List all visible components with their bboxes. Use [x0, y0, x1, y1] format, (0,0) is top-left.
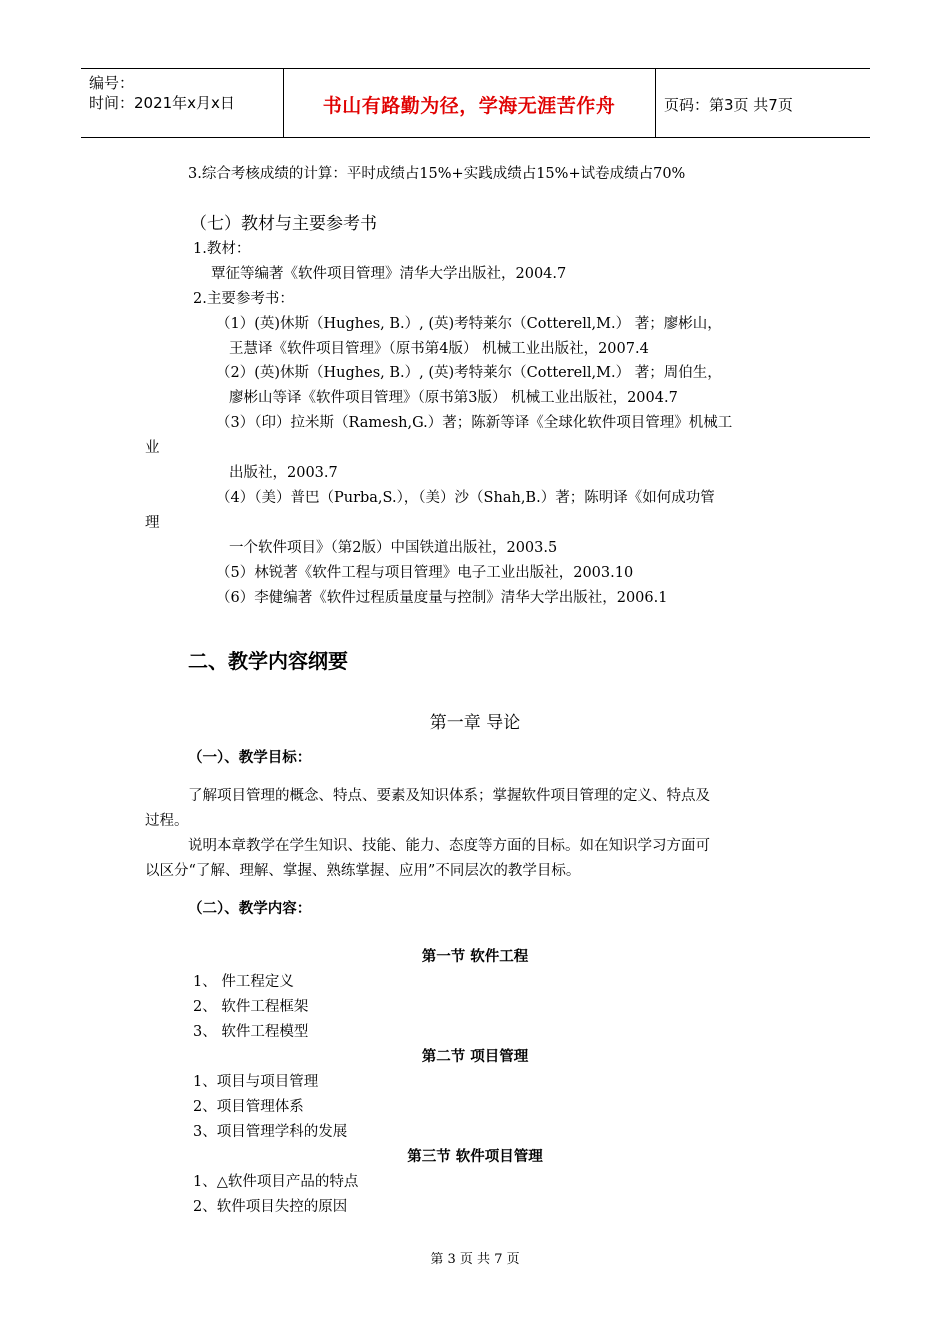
reference-line: 出版社，2003.7 — [229, 465, 338, 481]
section-title: 第二节 项目管理 — [421, 1049, 529, 1065]
textbooks-heading: （七）教材与主要参考书 — [190, 214, 377, 234]
list-item: 2、软件项目失控的原因 — [193, 1199, 348, 1215]
goals-paragraph-line: 了解项目管理的概念、特点、要素及知识体系；掌握软件项目管理的定义、特点及 — [188, 788, 710, 804]
reference-line: 理 — [145, 515, 160, 531]
goals-paragraph-line: 以区分“了解、理解、掌握、熟练掌握、应用”不同层次的教学目标。 — [145, 863, 581, 879]
section-title: 第一节 软件工程 — [421, 949, 529, 965]
list-item: 1、项目与项目管理 — [193, 1074, 319, 1090]
document-number-label: 编号： — [89, 74, 135, 92]
document-time-label: 时间：2021年x月x日 — [89, 94, 235, 112]
reference-line: （4）（美）普巴（Purba,S.），（美）沙（Shah,B.）著；陈明译《如何成功管 — [216, 490, 715, 506]
content-heading: （二）、教学内容： — [188, 901, 312, 917]
list-item: 2、项目管理体系 — [193, 1099, 304, 1115]
reference-line: 一个软件项目》（第2版）中国铁道出版社，2003.5 — [229, 540, 558, 556]
goals-paragraph-line: 过程。 — [145, 813, 189, 829]
list-item: 1、△软件项目产品的特点 — [193, 1174, 359, 1190]
reference-line: （6）李健编著《软件过程质量度量与控制》清华大学出版社，2006.1 — [216, 590, 668, 606]
reference-line: 王慧译《软件项目管理》（原书第4版） 机械工业出版社，2007.4 — [229, 341, 649, 357]
section-heading: 二、教学内容纲要 — [188, 649, 348, 673]
section-title: 第三节 软件项目管理 — [407, 1149, 543, 1165]
list-item: 3、项目管理学科的发展 — [193, 1124, 348, 1140]
page-footer: 第 3 页 共 7 页 — [430, 1252, 520, 1267]
list-item: 2、 软件工程框架 — [193, 999, 309, 1015]
reference-line: （2）(英)休斯（Hughes, B.）, (英)考特莱尔（Cotterell,M.） 著；周伯生， — [216, 365, 722, 381]
assessment-formula: 3.综合考核成绩的计算：平时成绩占15%+实践成绩占15%+试卷成绩占70% — [188, 166, 686, 182]
list-item: 3、 软件工程模型 — [193, 1024, 309, 1040]
reference-line: （1）(英)休斯（Hughes, B.）, (英)考特莱尔（Cotterell,M.） 著；廖彬山， — [216, 316, 722, 332]
list-item: 1、 件工程定义 — [193, 974, 294, 990]
header-page-info: 页码：第3页 共7页 — [664, 96, 793, 114]
reference-line: 廖彬山等译《软件项目管理》（原书第3版） 机械工业出版社，2004.7 — [229, 390, 678, 406]
goals-paragraph-line: 说明本章教学在学生知识、技能、能力、态度等方面的目标。如在知识学习方面可 — [188, 838, 710, 854]
header-meta — [89, 73, 235, 113]
textbook-entry: 覃征等编著《软件项目管理》清华大学出版社，2004.7 — [211, 266, 567, 282]
page-header — [81, 68, 870, 138]
header-divider — [655, 69, 656, 137]
reference-line: （5）林锐著《软件工程与项目管理》电子工业出版社，2003.10 — [216, 565, 634, 581]
reference-line: 业 — [145, 440, 160, 456]
chapter-title: 第一章 导论 — [429, 713, 521, 733]
header-motto: 书山有路勤为径，学海无涯苦作舟 — [322, 95, 616, 117]
textbook-label: 1.教材： — [193, 241, 251, 257]
reference-line: （3）（印）拉米斯（Ramesh,G.）著；陈新等译《全球化软件项目管理》机械工 — [216, 415, 733, 431]
goals-heading: （一）、教学目标： — [188, 750, 312, 766]
references-label: 2.主要参考书： — [193, 291, 294, 307]
